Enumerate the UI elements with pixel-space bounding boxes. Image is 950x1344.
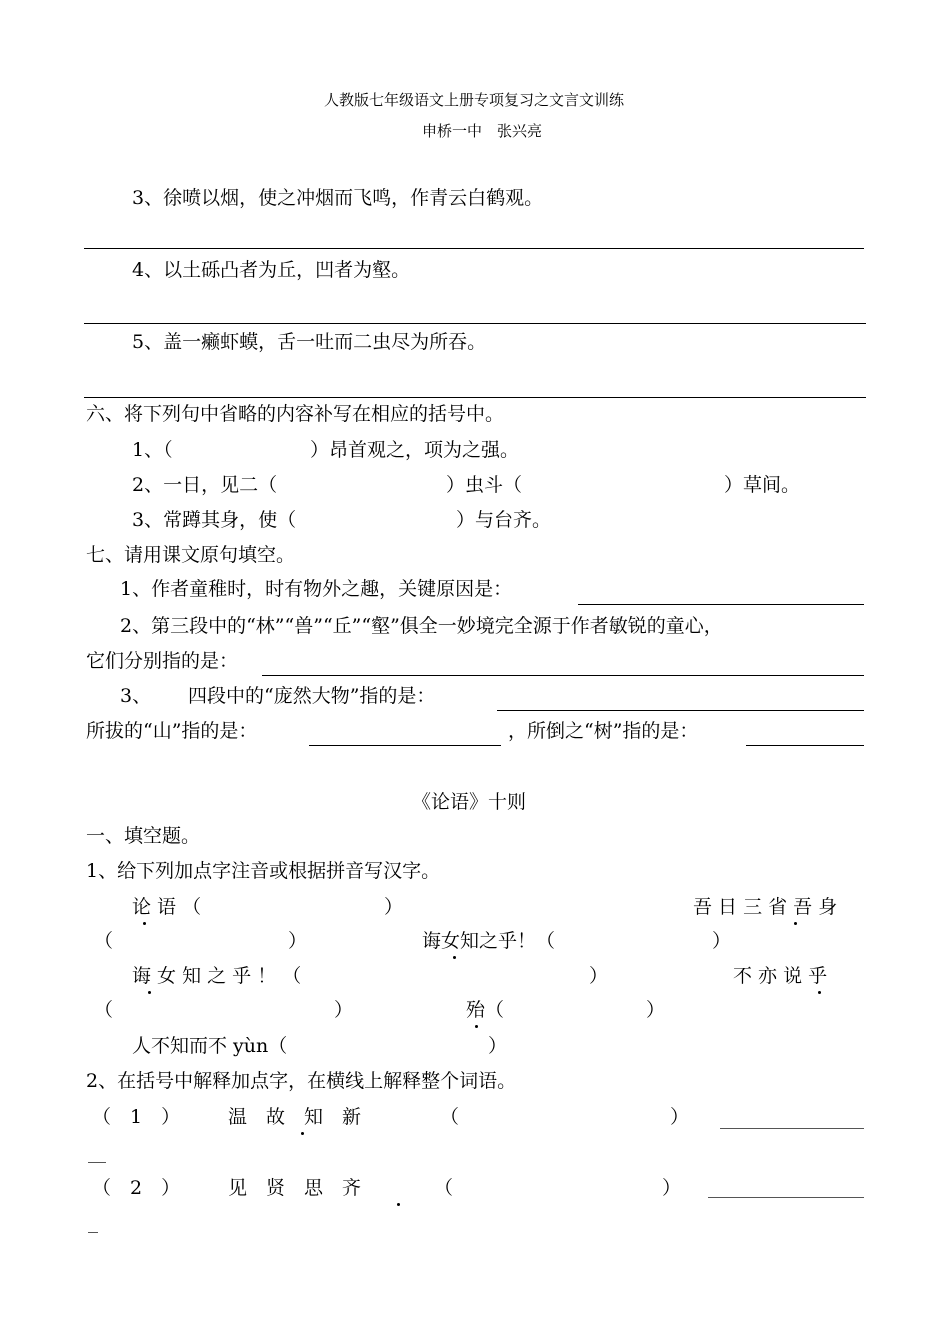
word-1: 温 故 知 新 bbox=[228, 1106, 362, 1128]
emphasis-dot bbox=[148, 991, 151, 994]
lunyu-row1-b: 吾 日 三 省 吾 身 bbox=[693, 896, 838, 918]
bracket-open: （ bbox=[94, 999, 114, 1021]
answer-line[interactable] bbox=[262, 675, 864, 676]
lunyu-row4-b: 殆（ bbox=[466, 999, 505, 1021]
s6-q3-post: ）与台齐。 bbox=[456, 509, 552, 531]
answer-line[interactable] bbox=[84, 248, 864, 249]
emphasis-dot bbox=[818, 991, 821, 994]
s6-q1-post: ）昂首观之，项为之强。 bbox=[310, 439, 520, 461]
answer-line[interactable] bbox=[84, 397, 866, 398]
bracket-close: ） bbox=[488, 1035, 508, 1057]
answer-line[interactable] bbox=[88, 1162, 106, 1163]
s7-q1: 1、作者童稚时，时有物外之趣，关键原因是： bbox=[120, 578, 513, 600]
emphasis-dot bbox=[794, 922, 797, 925]
answer-line[interactable] bbox=[708, 1197, 864, 1198]
lunyu-q1: 1、给下列加点字注音或根据拼音写汉字。 bbox=[86, 860, 441, 882]
emphasis-dot bbox=[397, 1203, 400, 1206]
answer-line[interactable] bbox=[309, 745, 501, 746]
word-2-num: （ 2 ） bbox=[92, 1177, 181, 1199]
lunyu-row3-a: 诲 女 知 之 乎 ！ （ bbox=[132, 965, 302, 987]
s7-q2-line1: 2、第三段中的“林”“兽”“丘”“壑”俱全一妙境完全源于作者敏锐的童心， bbox=[120, 615, 723, 637]
answer-line[interactable] bbox=[84, 323, 866, 324]
bracket-close: ） bbox=[662, 1177, 682, 1199]
bracket-close: ） bbox=[384, 896, 404, 918]
emphasis-dot bbox=[475, 1025, 478, 1028]
s7-q3-num: 3、 bbox=[120, 685, 152, 707]
emphasis-dot bbox=[453, 956, 456, 959]
s7-q3-text: 四段中的“庞然大物”指的是： bbox=[188, 685, 436, 707]
translate-item-4: 4、以土砾凸者为丘，凹者为壑。 bbox=[132, 259, 411, 281]
s7-q3-c: ，所倒之“树”指的是： bbox=[508, 720, 699, 742]
s6-q1-pre: 1、（ bbox=[132, 439, 173, 461]
answer-line[interactable] bbox=[88, 1232, 98, 1233]
s6-q2-pre: 2、一日，见二（ bbox=[132, 474, 278, 496]
answer-line[interactable] bbox=[578, 604, 864, 605]
answer-line[interactable] bbox=[746, 745, 864, 746]
s7-q2-line2: 它们分别指的是： bbox=[86, 650, 239, 672]
lunyu-row5: 人不知而不 yùn（ bbox=[132, 1035, 288, 1057]
word-2: 见 贤 思 齐 bbox=[228, 1177, 362, 1199]
word-1-num: （ 1 ） bbox=[92, 1106, 181, 1128]
section-7-heading: 七、请用课文原句填空。 bbox=[86, 544, 296, 566]
page-title: 人教版七年级语文上册专项复习之文言文训练 bbox=[324, 91, 625, 109]
section-6-heading: 六、将下列句中省略的内容补写在相应的括号中。 bbox=[86, 403, 505, 425]
answer-line[interactable] bbox=[497, 710, 864, 711]
bracket-close: ） bbox=[288, 930, 308, 952]
bracket-close: ） bbox=[589, 965, 609, 987]
s6-q2-mid: ）虫斗（ bbox=[446, 474, 523, 496]
bracket-open: （ bbox=[440, 1106, 460, 1128]
s6-q3-pre: 3、常蹲其身，使（ bbox=[132, 509, 297, 531]
s7-q3-b: 所拔的“山”指的是： bbox=[86, 720, 258, 742]
bracket-close: ） bbox=[670, 1106, 690, 1128]
lunyu-row3-b: 不 亦 说 乎 bbox=[733, 965, 828, 987]
lunyu-row2-b: 诲女知之乎！（ bbox=[422, 930, 556, 952]
lunyu-q2: 2、在括号中解释加点字，在横线上解释整个词语。 bbox=[86, 1070, 517, 1092]
lunyu-row1-a: 论 语 （ bbox=[132, 896, 202, 918]
emphasis-dot bbox=[143, 922, 146, 925]
author-line: 申桥一中 张兴亮 bbox=[422, 122, 543, 140]
emphasis-dot bbox=[301, 1132, 304, 1135]
s6-q2-post: ）草间。 bbox=[724, 474, 801, 496]
translate-item-5: 5、盖一癞虾蟆，舌一吐而二虫尽为所吞。 bbox=[132, 331, 487, 353]
translate-item-3: 3、徐喷以烟，使之冲烟而飞鸣，作青云白鹤观。 bbox=[132, 187, 544, 209]
answer-line[interactable] bbox=[720, 1128, 864, 1129]
bracket-open: （ bbox=[434, 1177, 454, 1199]
bracket-close: ） bbox=[334, 999, 354, 1021]
bracket-close: ） bbox=[712, 930, 732, 952]
bracket-open: （ bbox=[94, 930, 114, 952]
bracket-close: ） bbox=[646, 999, 666, 1021]
lunyu-heading-1: 一、填空题。 bbox=[86, 825, 201, 847]
lunyu-title: 《论语》十则 bbox=[412, 791, 527, 813]
